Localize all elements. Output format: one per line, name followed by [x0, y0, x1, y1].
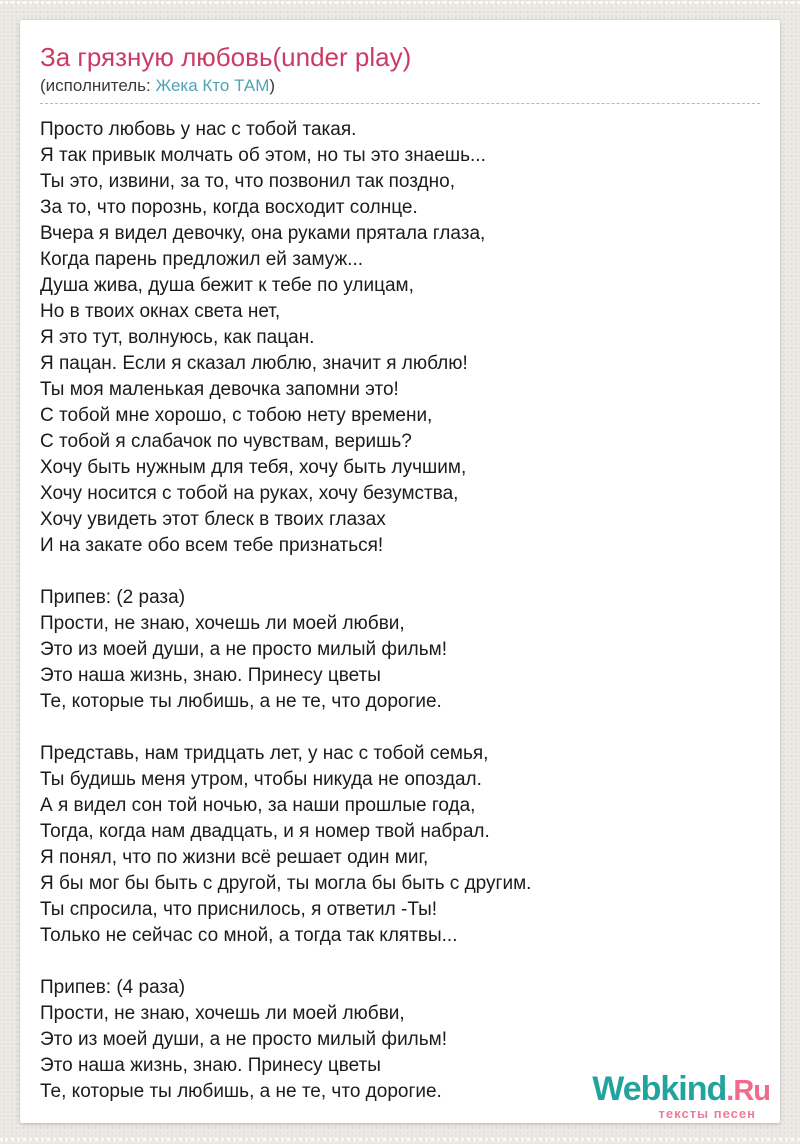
lyric-line: Те, которые ты любишь, а не те, что дорогие. — [40, 1081, 442, 1102]
lyric-line: Когда парень предложил ей замуж... — [40, 249, 364, 270]
lyric-line: Это из моей души, а не просто милый фильм! — [40, 639, 448, 660]
song-header — [40, 42, 760, 104]
lyrics-stanza — [40, 117, 760, 559]
lyrics-stanza — [40, 741, 760, 949]
lyric-line: Ты будишь меня утром, чтобы никуда не опоздал. — [40, 769, 482, 790]
lyrics-stanza — [40, 585, 760, 715]
artist-line — [40, 75, 760, 96]
webkind-logo-ru-part: .Ru — [726, 1075, 770, 1107]
lyric-line: Вчера я видел девочку, она руками прятала глаза, — [40, 223, 486, 244]
lyric-line: Прости, не знаю, хочешь ли моей любви, — [40, 1003, 405, 1024]
lyric-line: С тобой мне хорошо, с тобою нету времени, — [40, 405, 433, 426]
bottom-dotted-divider — [0, 1138, 800, 1141]
webkind-logo-wordmark — [592, 1072, 770, 1106]
song-title: За грязную любовь(under play) — [40, 42, 412, 72]
lyric-line: Это наша жизнь, знаю. Принесу цветы — [40, 665, 381, 686]
lyric-line: Это из моей души, а не просто милый фильм! — [40, 1029, 448, 1050]
lyric-line: Это наша жизнь, знаю. Принесу цветы — [40, 1055, 381, 1076]
lyric-line: Ты спросила, что приснилось, я ответил -Ты! — [40, 899, 438, 920]
lyric-line: И на закате обо всем тебе признаться! — [40, 535, 384, 556]
lyric-line: Я это тут, волнуюсь, как пацан. — [40, 327, 315, 348]
lyric-line: Припев: (4 раза) — [40, 977, 186, 998]
lyric-line: Ты моя маленькая девочка запомни это! — [40, 379, 399, 400]
lyric-line: Я пацан. Если я сказал люблю, значит я люблю! — [40, 353, 468, 374]
lyric-line: Хочу увидеть этот блеск в твоих глазах — [40, 509, 386, 530]
artist-suffix-label: ) — [269, 76, 276, 95]
lyric-line: Припев: (2 раза) — [40, 587, 186, 608]
lyric-line: Хочу быть нужным для тебя, хочу быть лучшим, — [40, 457, 467, 478]
lyric-line: Просто любовь у нас с тобой такая. — [40, 119, 357, 140]
artist-prefix-label: (исполнитель: — [40, 76, 156, 95]
lyric-line: Душа жива, душа бежит к тебе по улицам, — [40, 275, 414, 296]
lyric-line: Только не сейчас со мной, а тогда так клятвы... — [40, 925, 458, 946]
lyric-line: Я бы мог бы быть с другой, ты могла бы быть с другим. — [40, 873, 532, 894]
lyric-line: А я видел сон той ночью, за наши прошлые года, — [40, 795, 476, 816]
lyric-line: Но в твоих окнах света нет, — [40, 301, 281, 322]
webkind-logo[interactable] — [592, 1072, 770, 1120]
lyric-line: Прости, не знаю, хочешь ли моей любви, — [40, 613, 405, 634]
lyric-line: Ты это, извини, за то, что позвонил так поздно, — [40, 171, 455, 192]
lyric-line: Хочу носится с тобой на руках, хочу безумства, — [40, 483, 459, 504]
top-dotted-divider — [0, 1, 800, 4]
lyric-line: Я понял, что по жизни всё решает один миг, — [40, 847, 429, 868]
lyric-line: Те, которые ты любишь, а не те, что дорогие. — [40, 691, 442, 712]
artist-link[interactable]: Жека Кто ТАМ — [155, 76, 270, 95]
lyric-line: За то, что порознь, когда восходит солнце. — [40, 197, 418, 218]
lyrics-card — [20, 20, 780, 1123]
lyric-line: Представь, нам тридцать лет, у нас с тобой семья, — [40, 743, 489, 764]
lyrics-text — [40, 117, 760, 1105]
lyric-line: С тобой я слабачок по чувствам, веришь? — [40, 431, 412, 452]
lyric-line: Я так привык молчать об этом, но ты это знаешь... — [40, 145, 486, 166]
lyric-line: Тогда, когда нам двадцать, и я номер твой набрал. — [40, 821, 490, 842]
webkind-logo-web-part: Webkind — [592, 1070, 727, 1108]
webkind-logo-tagline: тексты песен — [658, 1106, 756, 1121]
